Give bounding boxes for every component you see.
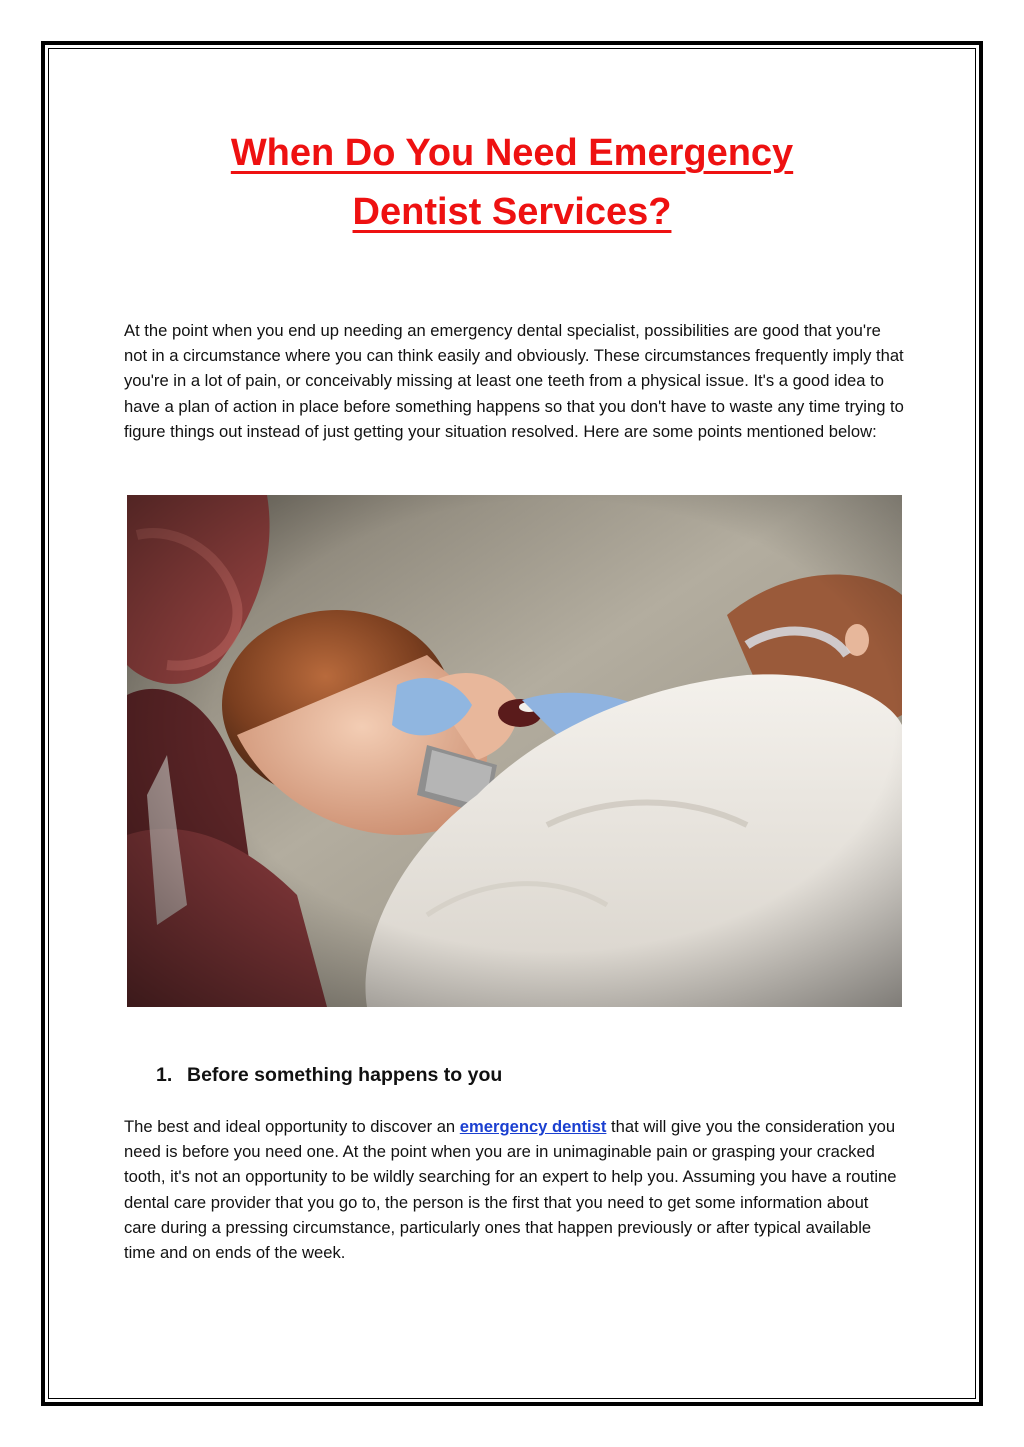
section-heading-1 (156, 1062, 502, 1088)
emergency-dentist-link[interactable]: emergency dentist (459, 1117, 607, 1136)
title-line-1: When Do You Need Emergency (230, 132, 794, 174)
title-line-2: Dentist Services? (352, 191, 672, 233)
section-heading-text: Before something happens to you (187, 1064, 503, 1086)
paragraph-text-before-link: The best and ideal opportunity to discover an (124, 1117, 460, 1136)
dentist-examining-child-photo (127, 495, 902, 1007)
intro-paragraph: At the point when you end up needing an emergency dental specialist, possibilities are good that you're not in a circumstance where you can think easily and obviously. These circumstances frequently imply that you're in a lot of pain, or conceivably missing at least one teeth from a physical issue. It's a good idea to have a plan of action in place before something happens so that you don't have to waste any time trying to figure things out instead of just getting your situation resolved. Here are some points mentioned below: (124, 321, 904, 441)
section-1-paragraph (124, 1114, 904, 1265)
page-title (100, 124, 924, 242)
section-number: 1. (156, 1064, 173, 1086)
paragraph-text-after-link: that will give you the consideration you need is before you need one. At the point when you are in unimaginable pain or grasping your cracked tooth, it's not an opportunity to be wildly searching for an expert to help you. Assuming you have a routine dental care provider that you go to, the person is the first that you need to get some information about care during a pressing circumstance, particularly ones that happen previously or after typical available time and on ends of the week. (124, 1117, 897, 1263)
